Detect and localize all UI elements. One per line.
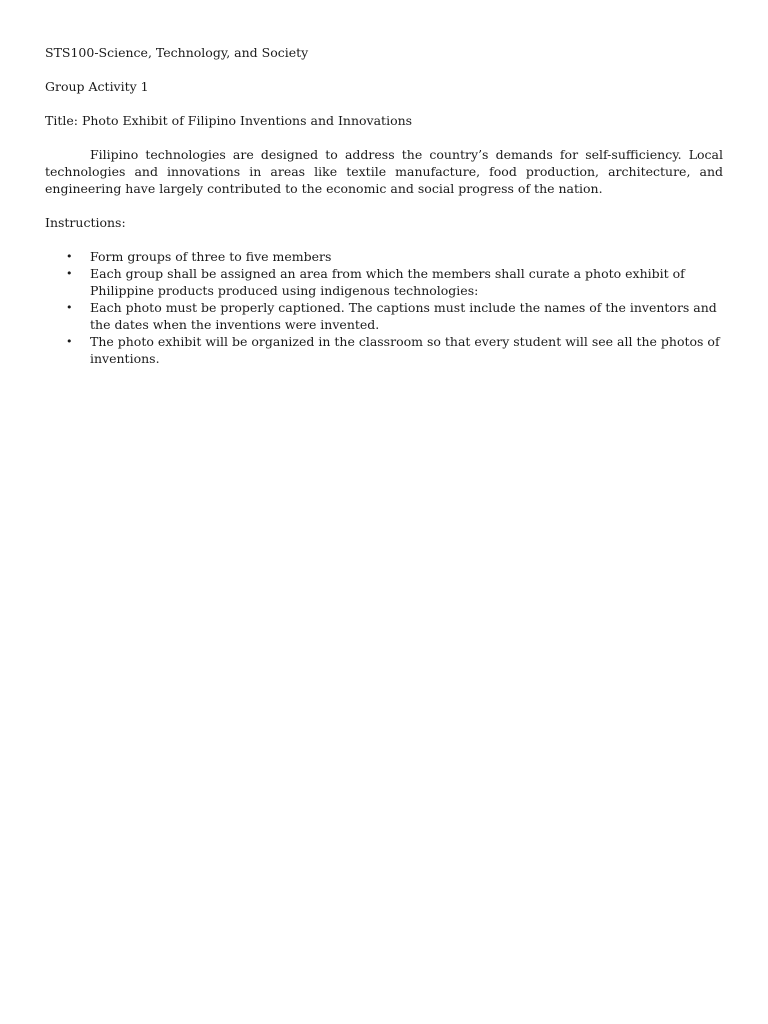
instruction-text: Each group shall be assigned an area from which the members shall curate a photo exhibit of Philippine products produced using indigenous technologies: <box>90 266 685 298</box>
activity-title: Group Activity 1 <box>45 79 149 94</box>
instruction-item <box>45 265 723 299</box>
instruction-text: The photo exhibit will be organized in the classroom so that every student will see all the photos of inventions. <box>90 334 720 366</box>
course-title: STS100-Science, Technology, and Society <box>45 45 309 60</box>
intro-paragraph: Filipino technologies are designed to address the country’s demands for self-sufficiency. Local technologies and innovations in areas like textile manufacture, food production, architecture, and engineering have largely contributed to the economic and social progress of the nation. <box>45 147 723 196</box>
instruction-item <box>45 333 723 367</box>
instruction-item <box>45 299 723 333</box>
instructions-heading: Instructions: <box>45 215 126 230</box>
bullet-icon: • <box>66 250 73 263</box>
bullet-icon: • <box>66 267 73 280</box>
document-page <box>45 44 723 367</box>
instruction-text: Each photo must be properly captioned. The captions must include the names of the inventors and the dates when the inventions were invented. <box>90 300 717 332</box>
bullet-icon: • <box>66 301 73 314</box>
exhibit-title: Title: Photo Exhibit of Filipino Inventions and Innovations <box>45 113 413 128</box>
bullet-icon: • <box>66 335 73 348</box>
instruction-text: Form groups of three to five members <box>90 249 332 264</box>
instructions-list <box>45 248 723 367</box>
instruction-item <box>45 248 723 265</box>
